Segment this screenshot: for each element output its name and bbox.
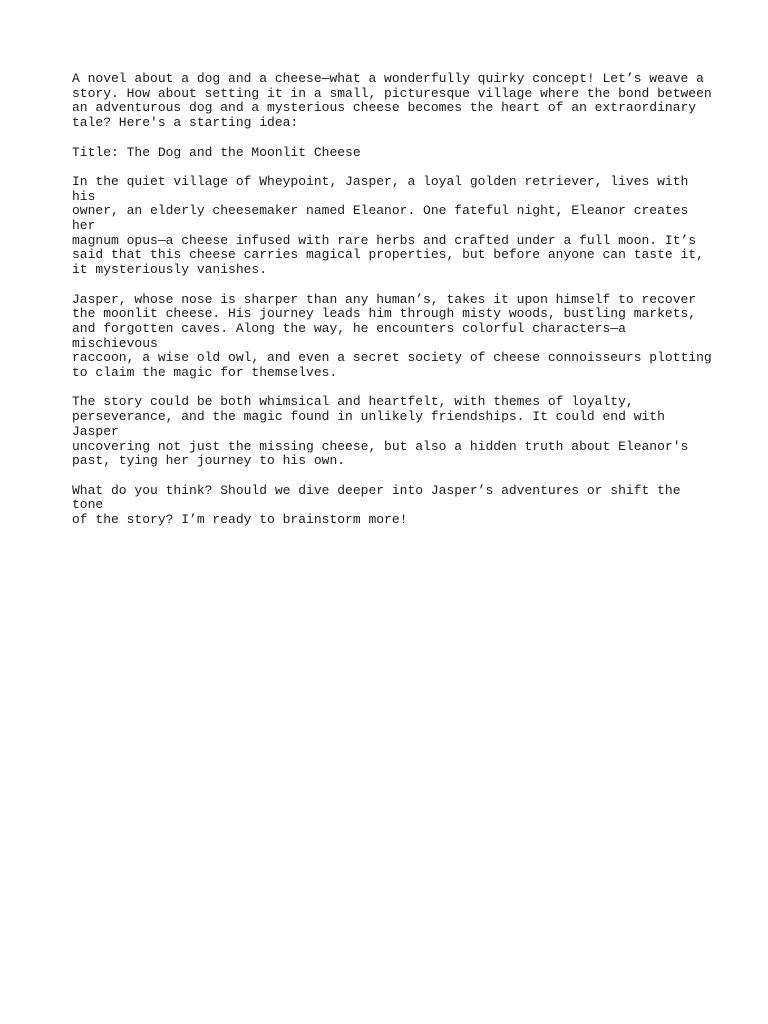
title-line: Title: The Dog and the Moonlit Cheese (72, 144, 361, 160)
intro-paragraph: A novel about a dog and a cheese—what a wonderfully quirky concept! Let’s weave a story. How about setting it in a small, picturesque village where the bond between an adventurous dog and a mysterious cheese becomes the heart of an extraordinary tale? Here's a starting idea: (72, 71, 712, 131)
story-paragraph-journey: Jasper, whose nose is sharper than any human’s, takes it upon himself to recover the moonlit cheese. His journey leads him through misty woods, bustling markets, and forgotten caves. Along the way, he encounters colorful characters—a mischievous raccoon, a wise old owl, and even a secret society of cheese connoisseurs plotting to claim the magic for themselves. (72, 291, 712, 381)
story-paragraph-setup: In the quiet village of Wheypoint, Jasper, a loyal golden retriever, lives with his owner, an elderly cheesemaker named Eleanor. One fateful night, Eleanor creates her magnum opus—a cheese infused with rare herbs and crafted under a full moon. It’s said that this cheese carries magical properties, but before anyone can taste it, it mysteriously vanishes. (72, 173, 704, 278)
document-body (72, 72, 712, 542)
story-paragraph-themes: The story could be both whimsical and heartfelt, with themes of loyalty, perseverance, and the magic found in unlikely friendships. It could end with Jasper uncovering not just the missing cheese, but also a hidden truth about Eleanor's past, tying her journey to his own. (72, 394, 689, 469)
closing-question: What do you think? Should we dive deeper into Jasper’s adventures or shift the tone of the story? I’m ready to brainstorm more! (72, 482, 681, 528)
